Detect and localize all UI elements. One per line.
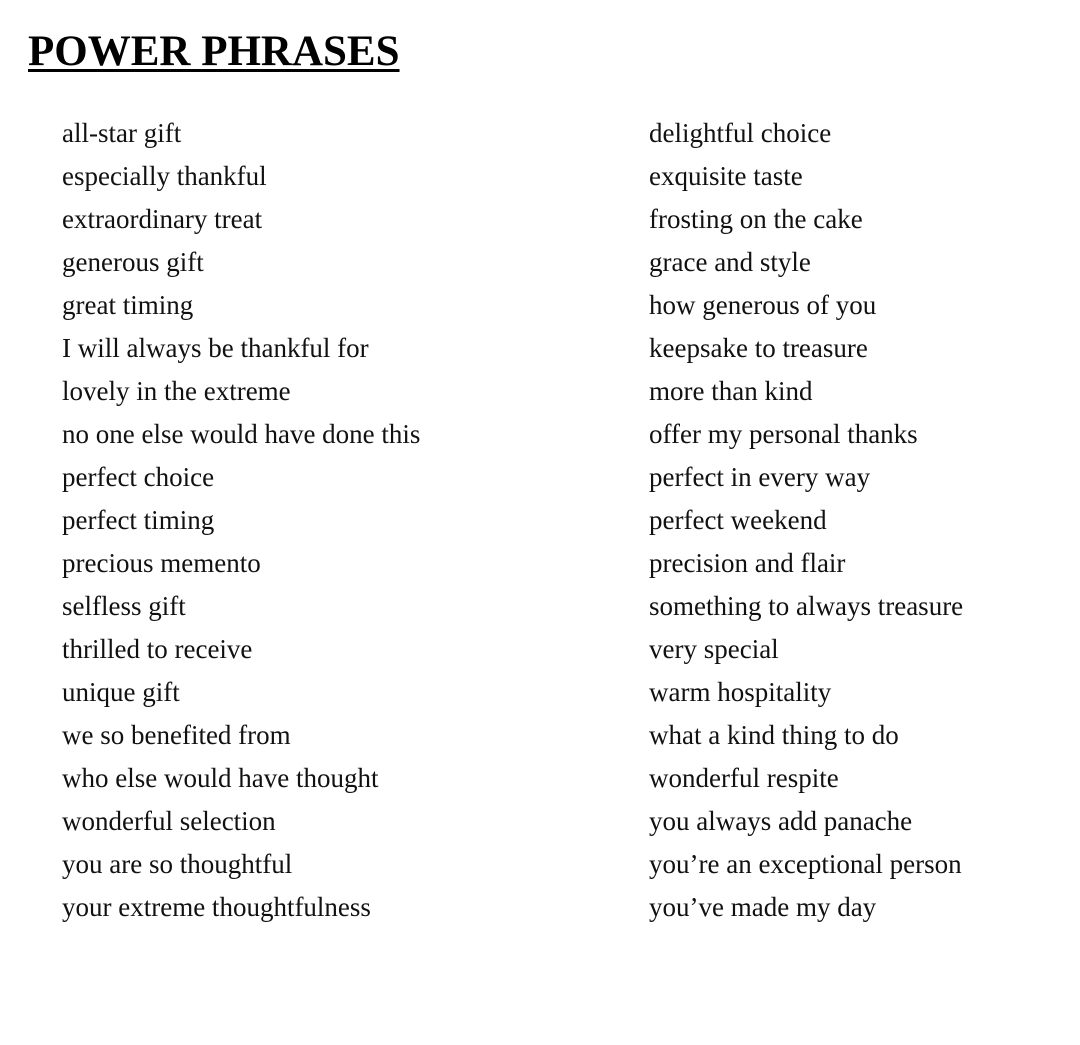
phrase-item: exquisite taste <box>649 161 803 191</box>
left-phrase-list <box>62 112 602 929</box>
phrase-item: I will always be thankful for <box>62 333 369 363</box>
phrase-item: perfect choice <box>62 462 215 492</box>
phrase-item: selfless gift <box>62 591 186 621</box>
phrase-item: perfect in every way <box>649 462 871 492</box>
page-title: POWER PHRASES <box>28 28 400 75</box>
phrase-item: you are so thoughtful <box>62 849 293 879</box>
phrase-item: delightful choice <box>649 118 832 148</box>
phrase-item: perfect timing <box>62 505 215 535</box>
phrase-item: offer my personal thanks <box>649 419 918 449</box>
phrase-item: especially thankful <box>62 161 267 191</box>
phrase-item: grace and style <box>649 247 811 277</box>
phrase-item: wonderful respite <box>649 763 839 793</box>
phrase-item: we so benefited from <box>62 720 291 750</box>
phrase-item: you’ve made my day <box>649 892 877 922</box>
phrase-item: precious memento <box>62 548 261 578</box>
phrase-item: keepsake to treasure <box>649 333 868 363</box>
phrase-item: what a kind thing to do <box>649 720 899 750</box>
phrase-item: more than kind <box>649 376 813 406</box>
phrase-item: lovely in the extreme <box>62 376 291 406</box>
phrase-item: very special <box>649 634 779 664</box>
phrase-item: how generous of you <box>649 290 877 320</box>
phrase-item: warm hospitality <box>649 677 832 707</box>
phrase-item: unique gift <box>62 677 180 707</box>
phrase-item: thrilled to receive <box>62 634 253 664</box>
phrase-item: you’re an exceptional person <box>649 849 962 879</box>
phrase-item: extraordinary treat <box>62 204 263 234</box>
phrase-item: who else would have thought <box>62 763 379 793</box>
phrase-item: your extreme thoughtfulness <box>62 892 371 922</box>
phrase-item: great timing <box>62 290 194 320</box>
right-phrase-list <box>649 112 1069 929</box>
phrase-item: wonderful selection <box>62 806 276 836</box>
phrase-item: perfect weekend <box>649 505 827 535</box>
phrase-item: all-star gift <box>62 118 182 148</box>
phrase-item: no one else would have done this <box>62 419 421 449</box>
phrase-item: generous gift <box>62 247 204 277</box>
phrase-item: precision and flair <box>649 548 846 578</box>
phrase-item: something to always treasure <box>649 591 964 621</box>
phrase-item: you always add panache <box>649 806 913 836</box>
phrase-item: frosting on the cake <box>649 204 863 234</box>
